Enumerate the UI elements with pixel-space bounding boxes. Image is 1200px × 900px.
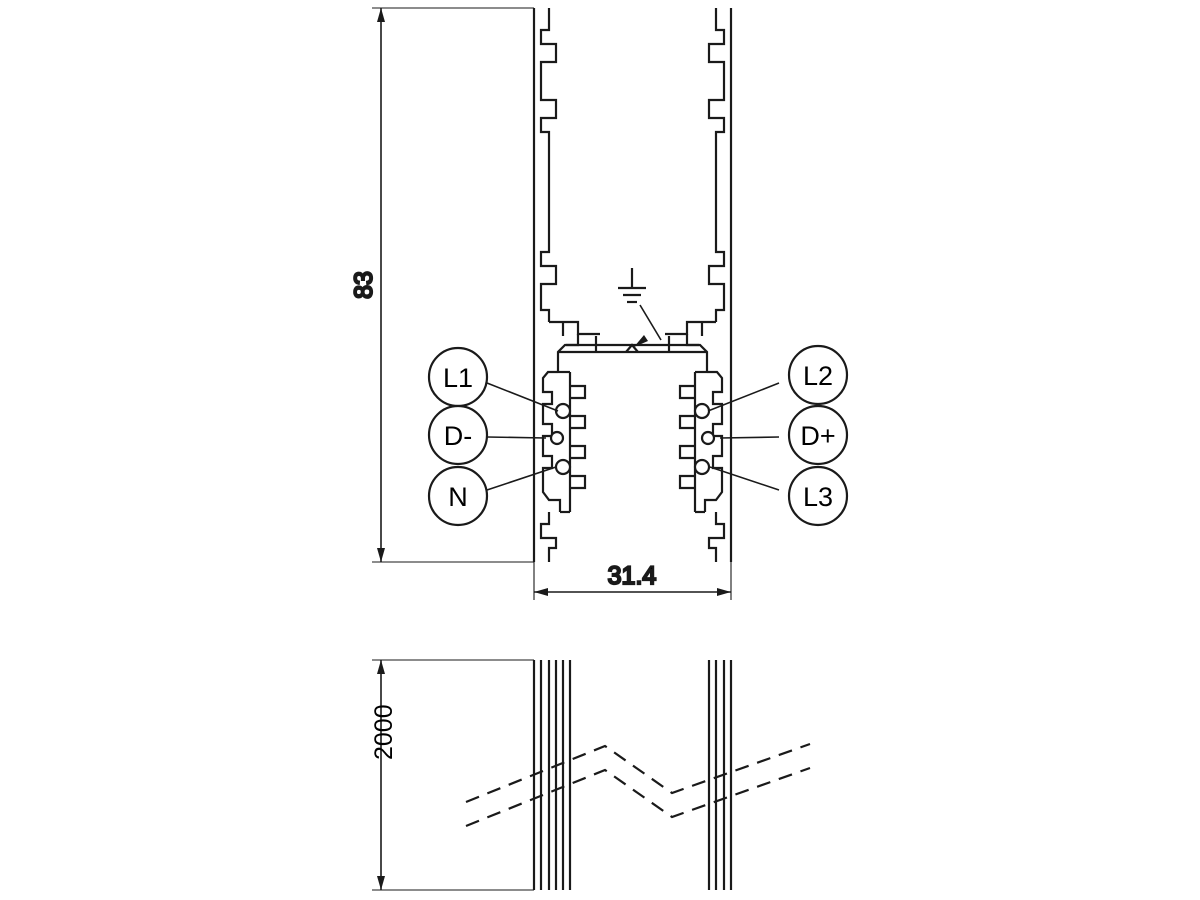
callout-label-l3: L3 (802, 482, 834, 512)
callout-label-l2: L2 (802, 361, 834, 391)
conductor-housing (543, 334, 722, 512)
dimension-width-label: 31.4 (607, 562, 657, 590)
callout-label-n: N (448, 482, 468, 512)
conductor-d-minus (551, 432, 563, 444)
dimension-height-label: 83 (350, 271, 378, 299)
dimension-length-label-visible: 2000 (370, 704, 398, 760)
callout-label-d-plus: D+ (800, 421, 836, 451)
dimension-length-2000 (372, 660, 534, 890)
conductor-l1 (556, 404, 570, 418)
side-elevation-view (372, 660, 731, 890)
profile-lower-feet (541, 512, 724, 562)
conductor-l2 (695, 404, 709, 418)
earth-ground-symbol (618, 268, 661, 347)
callout-label-d-minus: D- (443, 421, 473, 451)
conductor-l3 (695, 460, 709, 474)
conductor-n (556, 460, 570, 474)
conductor-d-plus (702, 432, 714, 444)
callout-leaders (487, 383, 779, 490)
zigzag-break-line (466, 744, 810, 826)
callout-label-l1: L1 (442, 363, 474, 393)
